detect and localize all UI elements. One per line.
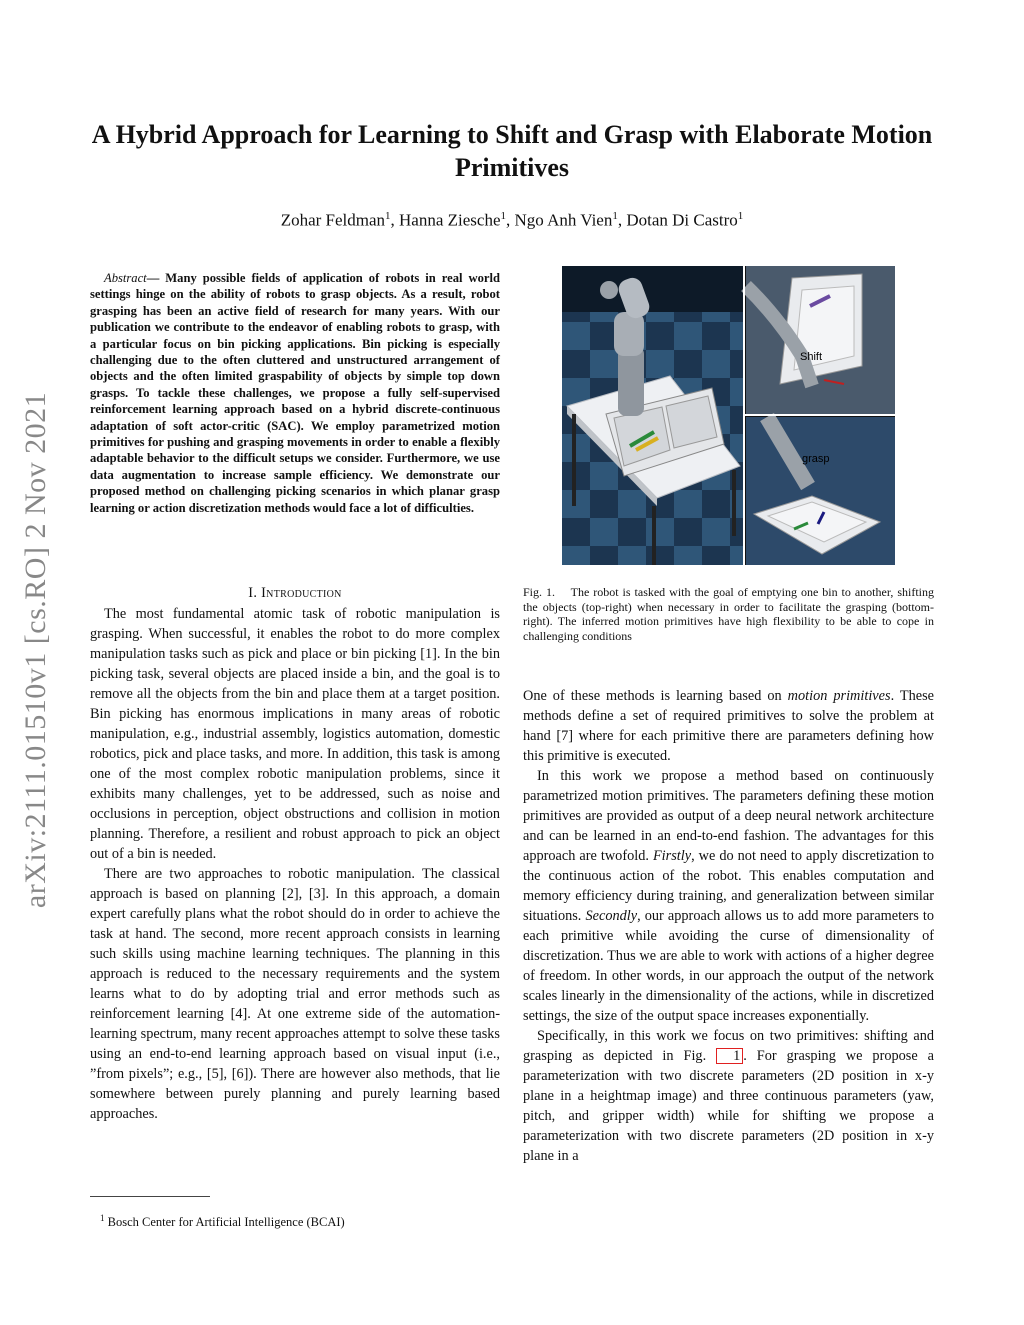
grasp-label: grasp (802, 453, 830, 465)
caption-label: Fig. 1. (523, 585, 555, 599)
author-name: Dotan Di Castro (626, 210, 738, 230)
arxiv-identifier: arXiv:2111.01510v1 [cs.RO] 2 Nov 2021 (19, 391, 52, 909)
abstract-label: Abstract (104, 271, 147, 285)
figure-1-image (562, 266, 895, 565)
body-paragraph (523, 1026, 934, 1166)
paper-title: A Hybrid Approach for Learning to Shift and Grasp with Elaborate Motion Primitives (91, 120, 933, 182)
intro-paragraph-1: The most fundamental atomic task of robotic manipulation is grasping. When successful, it enables the robot to do more complex manipulation tasks such as pick and place or bin picking [1]. In the bin picking task, several objects are placed inside a bin, and the goal is to remove all the objects from the bin and place them at a target position. Bin picking has enormous implications in many areas of robotic manipulation, e.g., industrial assembly, logistics automation, domestic robotics, pick and place tasks, and more. In addition, this task is among one of the most complex robotic manipulation problems, since it exhibits many challenges, yet to be addressed, such as noise and occlusions in perception, object obstructions and collision in motion planning. Therefore, a resilient and robust approach to pick an object out of a bin is needed. (90, 606, 500, 862)
figure-caption (523, 585, 934, 643)
intro-body (90, 604, 500, 1124)
text-run: In this work we propose a method based on continuously parametrized motion primitives. The parameters defining these motion primitives are provided as output of a deep neural network architecture and can be learned in an end-to-end fashion. The advantages for this approach are twofold. (523, 768, 934, 864)
emphasis: Secondly (585, 908, 638, 924)
affiliation-mark: 1 (737, 210, 744, 222)
background-wall (562, 266, 744, 312)
section-heading (90, 583, 500, 603)
text-run: . These methods define a set of required primitives to solve the problem at hand [7] where for each primitive there are parameters defining how this primitive is executed. (523, 688, 935, 764)
author-name: Hanna Ziesche (399, 210, 501, 230)
affiliation-mark: 1 (385, 210, 391, 222)
footnote-mark: 1 (100, 1213, 105, 1223)
footnote-rule (90, 1196, 210, 1197)
author-name: Zohar Feldman (280, 210, 386, 230)
caption-text: The robot is tasked with the goal of emptying one bin to another, shifting the objects (top-right) when necessary in order to facilitate the grasping (bottom-right). The inferred motion primitives have high flexibility to be able to cope in challenging conditions (523, 585, 934, 643)
body-paragraph (523, 766, 934, 1026)
body-paragraph (523, 686, 934, 766)
robot-simulation-illustration (562, 266, 895, 565)
emphasis: Firstly (652, 848, 692, 864)
author-name: Ngo Anh Vien (514, 210, 613, 230)
affiliation-mark: 1 (612, 210, 618, 222)
abstract-dash: — (146, 271, 160, 285)
footnote-text: Bosch Center for Artificial Intelligence (BCAI) (107, 1215, 345, 1230)
text-run: , we do not need to apply discretization to the continuous action of the robot. This enables computation and memory efficiency during training, and generalization between similar situations. (523, 848, 934, 924)
author-list: Zohar Feldman$^1$, Hanna Ziesche$^1$, Ngo Anh Vien$^1$, Dotan Di Castro$^1$ (280, 210, 744, 230)
emphasis: motion primitives (787, 688, 891, 704)
text-run: One of these methods is learning based on (523, 688, 788, 704)
right-column-body (523, 686, 934, 1166)
text-run: . For grasping we propose a parameterization with two discrete parameters (2D position in x-y plane in a heightmap image) and three continuous parameters (yaw, pitch, and gripper width) while for shifting we propose a parameterization with two discrete parameters (2D position in x-y plane in a (523, 1048, 934, 1164)
shift-label: Shift (800, 351, 823, 363)
section-title: Introduction (261, 585, 342, 601)
abstract (90, 270, 500, 516)
robot-joint (600, 281, 618, 299)
footnote (100, 1213, 345, 1230)
affiliation-mark: 1 (500, 210, 507, 222)
figure-reference-link[interactable]: 1 (716, 1048, 743, 1064)
abstract-text: Many possible fields of application of robots in real world settings hinge on the ability of robots to grasp objects. As a result, robot grasping has been an active field of research for many years. With our publication we contribute to the endeavor of enabling robots to grasp, with a particular focus on bin picking applications. Bin picking is especially challenging due to the often cluttered and unstructured arrangement of objects and the often limited graspability of objects by simple top down grasps. To tackle these challenges, we propose a fully self-supervised reinforcement learning approach based on a hybrid discrete-continuous adaptation of soft actor-critic (SAC). We employ parametrized motion primitives for pushing and grasping movements in order to enable a flexibly adaptable behavior to the difficult setups we consider. Furthermore, we use data augmentation to increase sample efficiency. We demonstrate our proposed method on challenging picking scenarios in which planar grasp learning or action discretization methods would face a lot of difficulties. (90, 271, 501, 515)
text-run: Specifically, in this work we focus on two primitives: shifting and grasping as depicted in Fig. (523, 1028, 934, 1064)
section-number: I. (248, 585, 258, 601)
text-run: , our approach allows us to add more parameters to each primitive while avoiding the curse of dimensionality of discretization. Thus we are able to work with actions of a higher degree of freedom. In other words, in our approach the output of the network scales linearly in the dimensionality of the actions, while in discretized settings, the size of the output space increases exponentially. (523, 908, 934, 1024)
intro-paragraph-2: There are two approaches to robotic manipulation. The classical approach is based on planning [2], [3]. In this approach, a domain expert carefully plans what the robot should do in order to achieve the task at hand. The second, more recent approach consists in learning such skills using machine learning techniques. The planning in this approach is reduced to the necessary requirements and the system learns what to do by adopting trial and error methods such as reinforcement learning [4]. At one extreme side of the automation-learning spectrum, many recent approaches attempt to solve these tasks using an end-to-end learning approach based on visual input (i.e., ”from pixels”; e.g., [5], [6]). There are however also methods, that lie somewhere between purely planning and purely learning based approaches. (90, 866, 500, 1122)
robot-link (614, 312, 644, 356)
arxiv-sidebar (14, 340, 58, 960)
robot-base (618, 346, 644, 416)
